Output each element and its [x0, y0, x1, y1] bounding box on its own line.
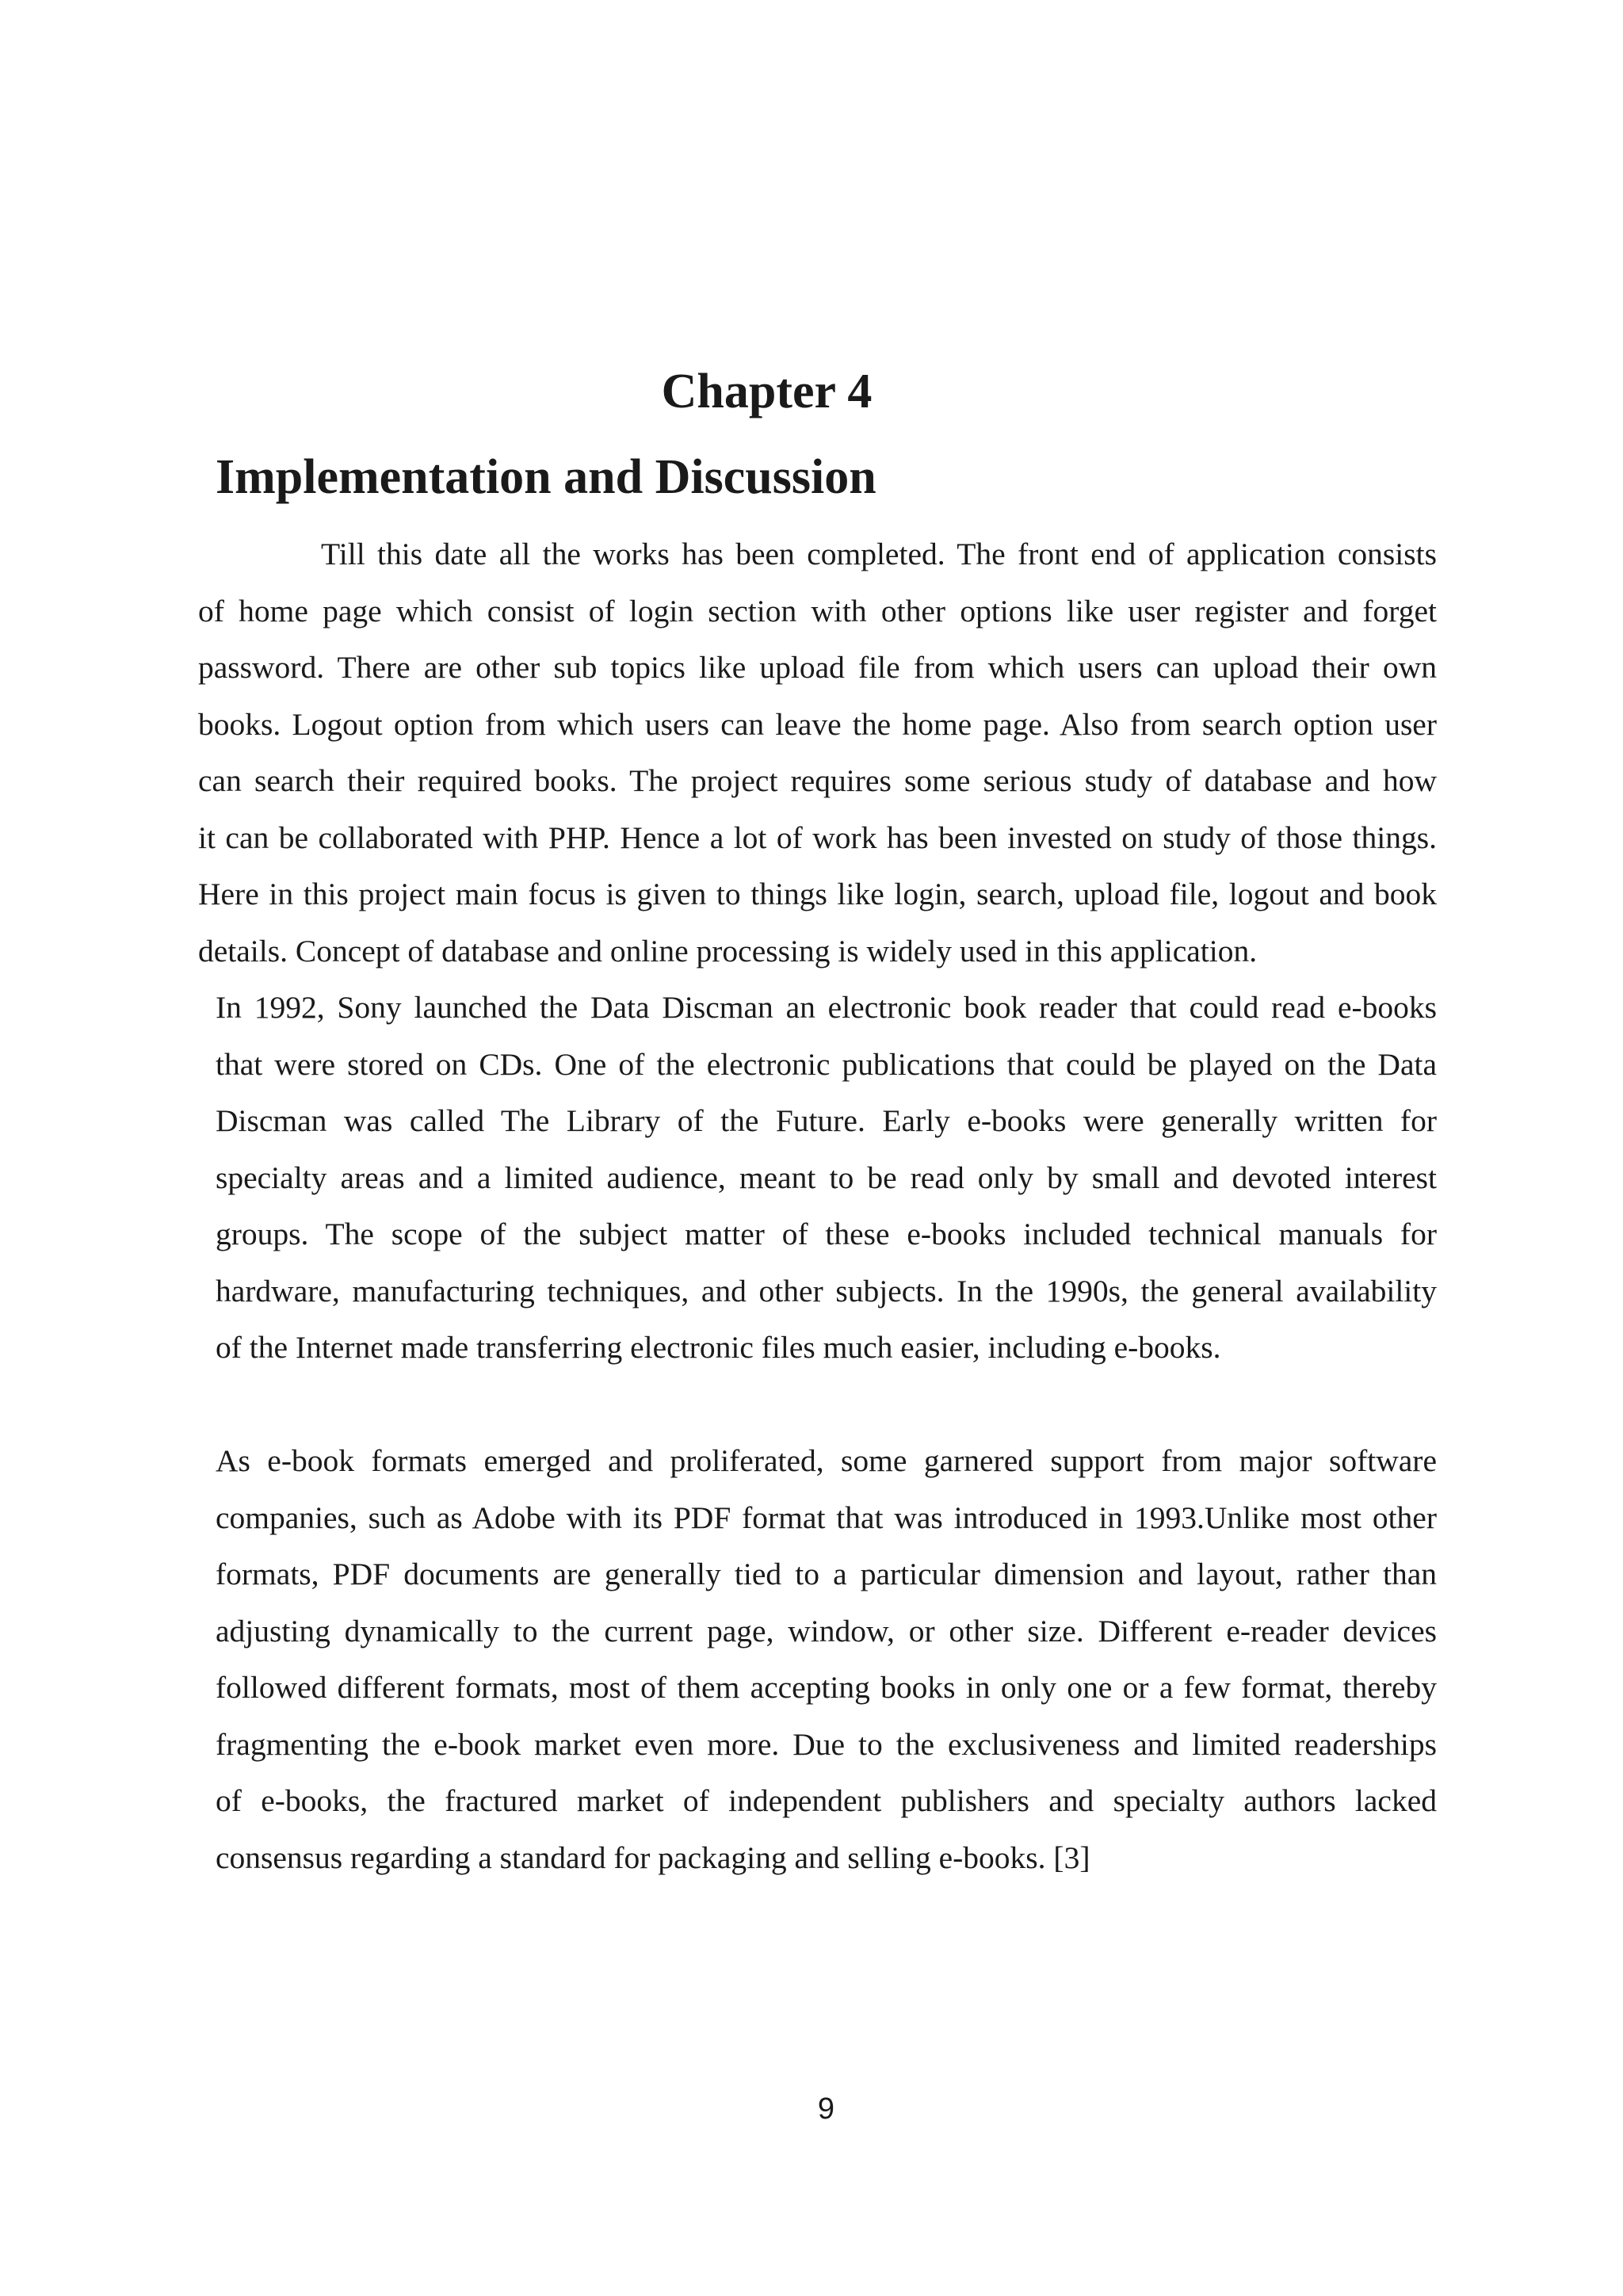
paragraph-line: details. Concept of database and online processing is widely used in this application.	[198, 933, 1258, 968]
page-number: 9	[817, 2092, 835, 2126]
chapter-title: Implementation and Discussion	[216, 450, 876, 504]
chapter-number: Chapter 4	[661, 365, 873, 418]
paragraph-line: that were stored on CDs. One of the electronic publications that could be played on the Data	[216, 1046, 1437, 1082]
paragraph-line: it can be collaborated with PHP. Hence a lot of work has been invested on study of those things.	[198, 819, 1437, 855]
paragraph-history	[216, 980, 1437, 1377]
paragraph-line: Discman was called The Library of the Future. Early e-books were generally written for	[216, 1103, 1437, 1138]
paragraph-line: In 1992, Sony launched the Data Discman an electronic book reader that could read e-books	[216, 990, 1437, 1025]
paragraph-line: fragmenting the e-book market even more. Due to the exclusiveness and limited readerships	[216, 1726, 1437, 1762]
paragraph-line: of the Internet made transferring electronic files much easier, including e-books.	[216, 1330, 1221, 1365]
paragraph-intro	[198, 526, 1437, 980]
paragraph-line: followed different formats, most of them accepting books in only one or a few format, thereby	[216, 1670, 1437, 1705]
paragraph-line: Here in this project main focus is given to things like login, search, upload file, logout and book	[198, 877, 1437, 911]
paragraph-line: of e-books, the fractured market of independent publishers and specialty authors lacked	[216, 1783, 1437, 1818]
paragraph-line: specialty areas and a limited audience, meant to be read only by small and devoted interest	[216, 1159, 1437, 1195]
paragraph-line: formats, PDF documents are generally tied to a particular dimension and layout, rather than	[216, 1557, 1437, 1591]
paragraph-line: books. Logout option from which users can leave the home page. Also from search option user	[198, 706, 1437, 742]
paragraph-line: Till this date all the works has been completed. The front end of application consists	[321, 537, 1437, 571]
paragraph-line: can search their required books. The project requires some serious study of database and how	[198, 763, 1437, 798]
paragraph-line: companies, such as Adobe with its PDF format that was introduced in 1993.Unlike most other	[216, 1499, 1437, 1535]
paragraph-line: consensus regarding a standard for packaging and selling e-books. [3]	[216, 1839, 1090, 1875]
paragraph-line: of home page which consist of login section with other options like user register and forget	[198, 593, 1437, 628]
paragraph-line: adjusting dynamically to the current page, window, or other size. Different e-reader devices	[216, 1613, 1437, 1648]
paragraph-line: groups. The scope of the subject matter of these e-books included technical manuals for	[216, 1217, 1437, 1251]
paragraph-formats	[216, 1433, 1437, 1886]
paragraph-line: hardware, manufacturing techniques, and other subjects. In the 1990s, the general availability	[216, 1273, 1437, 1308]
paragraph-line: password. There are other sub topics like upload file from which users can upload their own	[198, 650, 1437, 685]
paragraph-line: As e-book formats emerged and proliferated, some garnered support from major software	[216, 1443, 1437, 1478]
